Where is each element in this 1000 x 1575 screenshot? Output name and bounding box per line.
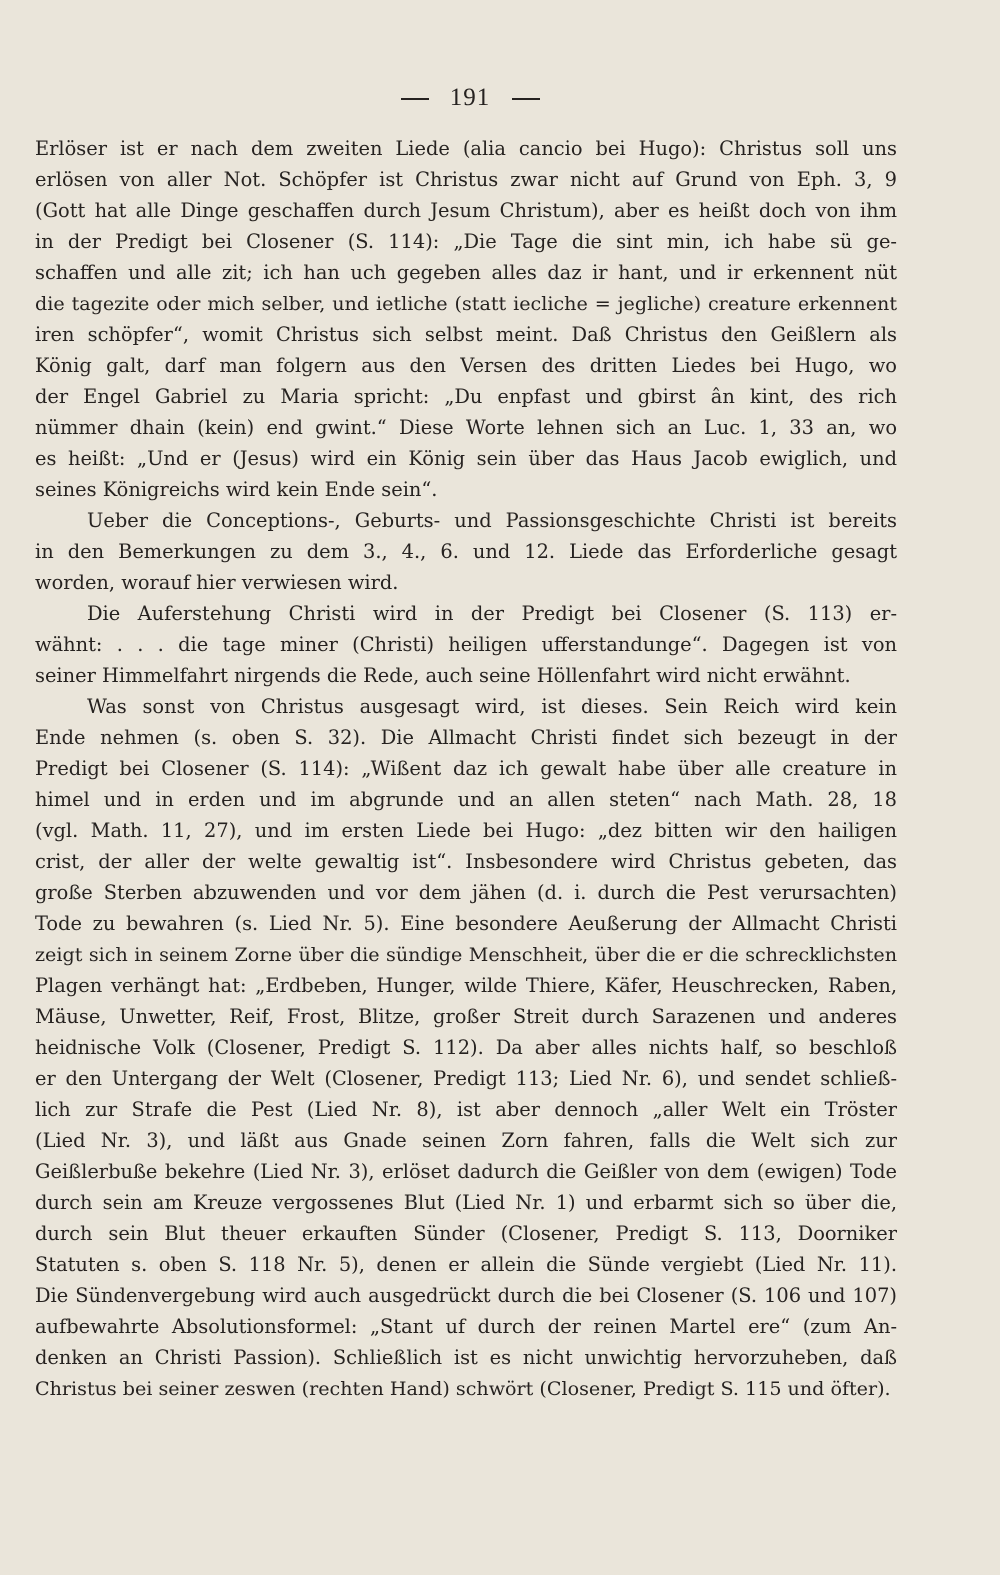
text-line: Geißlerbuße bekehre (Lied Nr. 3), erlöset dadurch die Geißler von dem (ewigen) Tode <box>35 1160 897 1183</box>
page-number-header <box>0 84 940 112</box>
left-dash <box>401 98 429 100</box>
text-line: große Sterben abzuwenden und vor dem jähen (d. i. durch die Pest verursachten) <box>35 881 897 904</box>
text-line: Was sonst von Christus ausgesagt wird, ist dieses. Sein Reich wird kein <box>87 695 897 718</box>
text-line: (Lied Nr. 3), und läßt aus Gnade seinen Zorn fahren, falls die Welt sich zur <box>35 1129 897 1152</box>
text-line: heidnische Volk (Closener, Predigt S. 112). Da aber alles nichts half, so beschloß <box>35 1036 897 1059</box>
text-line: durch sein am Kreuze vergossenes Blut (Lied Nr. 1) und erbarmt sich so über die, <box>35 1191 897 1214</box>
text-line: Erlöser ist er nach dem zweiten Liede (alia cancio bei Hugo): Christus soll uns <box>35 137 897 160</box>
text-line: (Gott hat alle Dinge geschaffen durch Jesum Christum), aber es heißt doch von ihm <box>35 199 897 222</box>
text-line: Mäuse, Unwetter, Reif, Frost, Blitze, großer Streit durch Sarazenen und anderes <box>35 1005 897 1028</box>
text-line: in den Bemerkungen zu dem 3., 4., 6. und 12. Liede das Erforderliche gesagt <box>35 540 897 563</box>
text-line: er den Untergang der Welt (Closener, Predigt 113; Lied Nr. 6), und sendet schließ- <box>35 1067 897 1090</box>
text-line: die tagezite oder mich selber, und ietliche (statt iecliche = jegliche) creature erkennent <box>35 292 897 315</box>
text-line: zeigt sich in seinem Zorne über die sündige Menschheit, über die er die schrecklichsten <box>35 943 897 966</box>
text-line: seines Königreichs wird kein Ende sein“. <box>35 478 438 501</box>
text-line: Ueber die Conceptions-, Geburts- und Passionsgeschichte Christi ist bereits <box>87 509 897 532</box>
text-line: erlösen von aller Not. Schöpfer ist Christus zwar nicht auf Grund von Eph. 3, 9 <box>35 168 897 191</box>
text-line: seiner Himmelfahrt nirgends die Rede, auch seine Höllenfahrt wird nicht erwähnt. <box>35 664 851 687</box>
text-line: der Engel Gabriel zu Maria spricht: „Du enpfast und gbirst ân kint, des rich <box>35 385 897 408</box>
text-line: durch sein Blut theuer erkauften Sünder (Closener, Predigt S. 113, Doorniker <box>35 1222 897 1245</box>
text-line: in der Predigt bei Closener (S. 114): „Die Tage die sint min, ich habe sü ge- <box>35 230 897 253</box>
text-line: himel und in erden und im abgrunde und an allen steten“ nach Math. 28, 18 <box>35 788 897 811</box>
text-line: aufbewahrte Absolutionsformel: „Stant uf durch der reinen Martel ere“ (zum An- <box>35 1315 897 1338</box>
text-line: Statuten s. oben S. 118 Nr. 5), denen er allein die Sünde vergiebt (Lied Nr. 11). <box>35 1253 897 1276</box>
text-line: Christus bei seiner zeswen (rechten Hand) schwört (Closener, Predigt S. 115 und öfter). <box>35 1377 891 1400</box>
text-line: iren schöpfer“, womit Christus sich selbst meint. Daß Christus den Geißlern als <box>35 323 897 346</box>
text-line: schaffen und alle zit; ich han uch gegeben alles daz ir hant, und ir erkennent nüt <box>35 261 897 284</box>
text-line: Ende nehmen (s. oben S. 32). Die Allmacht Christi findet sich bezeugt in der <box>35 726 897 749</box>
text-line: (vgl. Math. 11, 27), und im ersten Liede bei Hugo: „dez bitten wir den hailigen <box>35 819 897 842</box>
text-line: worden, worauf hier verwiesen wird. <box>35 571 399 594</box>
text-line: crist, der aller der welte gewaltig ist“. Insbesondere wird Christus gebeten, das <box>35 850 897 873</box>
text-line: nümmer dhain (kein) end gwint.“ Diese Worte lehnen sich an Luc. 1, 33 an, wo <box>35 416 897 439</box>
text-line: wähnt: . . . die tage miner (Christi) heiligen ufferstandunge“. Dagegen ist von <box>35 633 897 656</box>
text-line: denken an Christi Passion). Schließlich ist es nicht unwichtig hervorzuheben, daß <box>35 1346 897 1369</box>
right-dash <box>512 98 540 100</box>
body-text <box>35 133 897 1404</box>
text-line: lich zur Strafe die Pest (Lied Nr. 8), ist aber dennoch „aller Welt ein Tröster <box>35 1098 897 1121</box>
page-number: 191 <box>449 84 491 111</box>
text-line: Die Auferstehung Christi wird in der Predigt bei Closener (S. 113) er- <box>87 602 897 625</box>
text-line: König galt, darf man folgern aus den Versen des dritten Liedes bei Hugo, wo <box>35 354 897 377</box>
text-line: Tode zu bewahren (s. Lied Nr. 5). Eine besondere Aeußerung der Allmacht Christi <box>35 912 897 935</box>
text-line: Die Sündenvergebung wird auch ausgedrückt durch die bei Closener (S. 106 und 107) <box>35 1284 897 1307</box>
text-line: es heißt: „Und er (Jesus) wird ein König sein über das Haus Jacob ewiglich, und <box>35 447 897 470</box>
text-line: Plagen verhängt hat: „Erdbeben, Hunger, wilde Thiere, Käfer, Heuschrecken, Raben, <box>35 974 897 997</box>
text-line: Predigt bei Closener (S. 114): „Wißent daz ich gewalt habe über alle creature in <box>35 757 897 780</box>
